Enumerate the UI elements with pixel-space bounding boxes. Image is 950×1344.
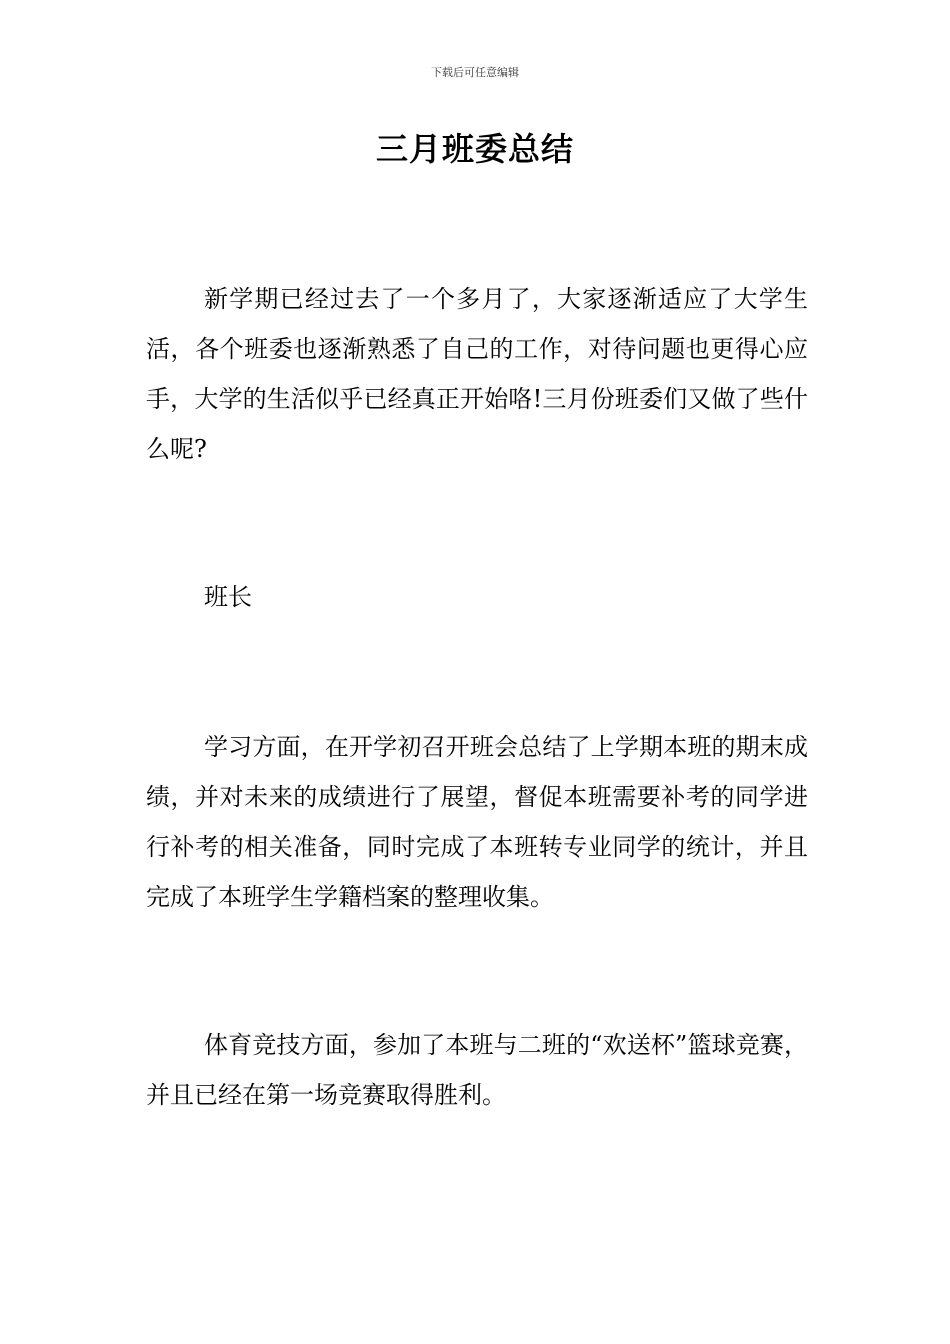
section-heading-monitor: 班长 bbox=[204, 583, 252, 611]
sports-paragraph: 体育竞技方面，参加了本班与二班的“欢送杯”篮球竞赛，并且已经在第一场竞赛取得胜利。 bbox=[146, 1031, 808, 1109]
document-title: 三月班委总结 bbox=[375, 130, 574, 168]
header-note: 下载后可任意编辑 bbox=[431, 66, 519, 79]
study-paragraph: 学习方面，在开学初召开班会总结了上学期本班的期末成绩，并对未来的成绩进行了展望，督促本班需要补考的同学进行补考的相关准备，同时完成了本班转专业同学的统计，并且完成了本班学生学籍档案的整理收集。 bbox=[146, 733, 808, 911]
intro-paragraph: 新学期已经过去了一个多月了，大家逐渐适应了大学生活，各个班委也逐渐熟悉了自己的工作，对待问题也更得心应手，大学的生活似乎已经真正开始咯!三月份班委们又做了些什么呢? bbox=[146, 285, 808, 463]
